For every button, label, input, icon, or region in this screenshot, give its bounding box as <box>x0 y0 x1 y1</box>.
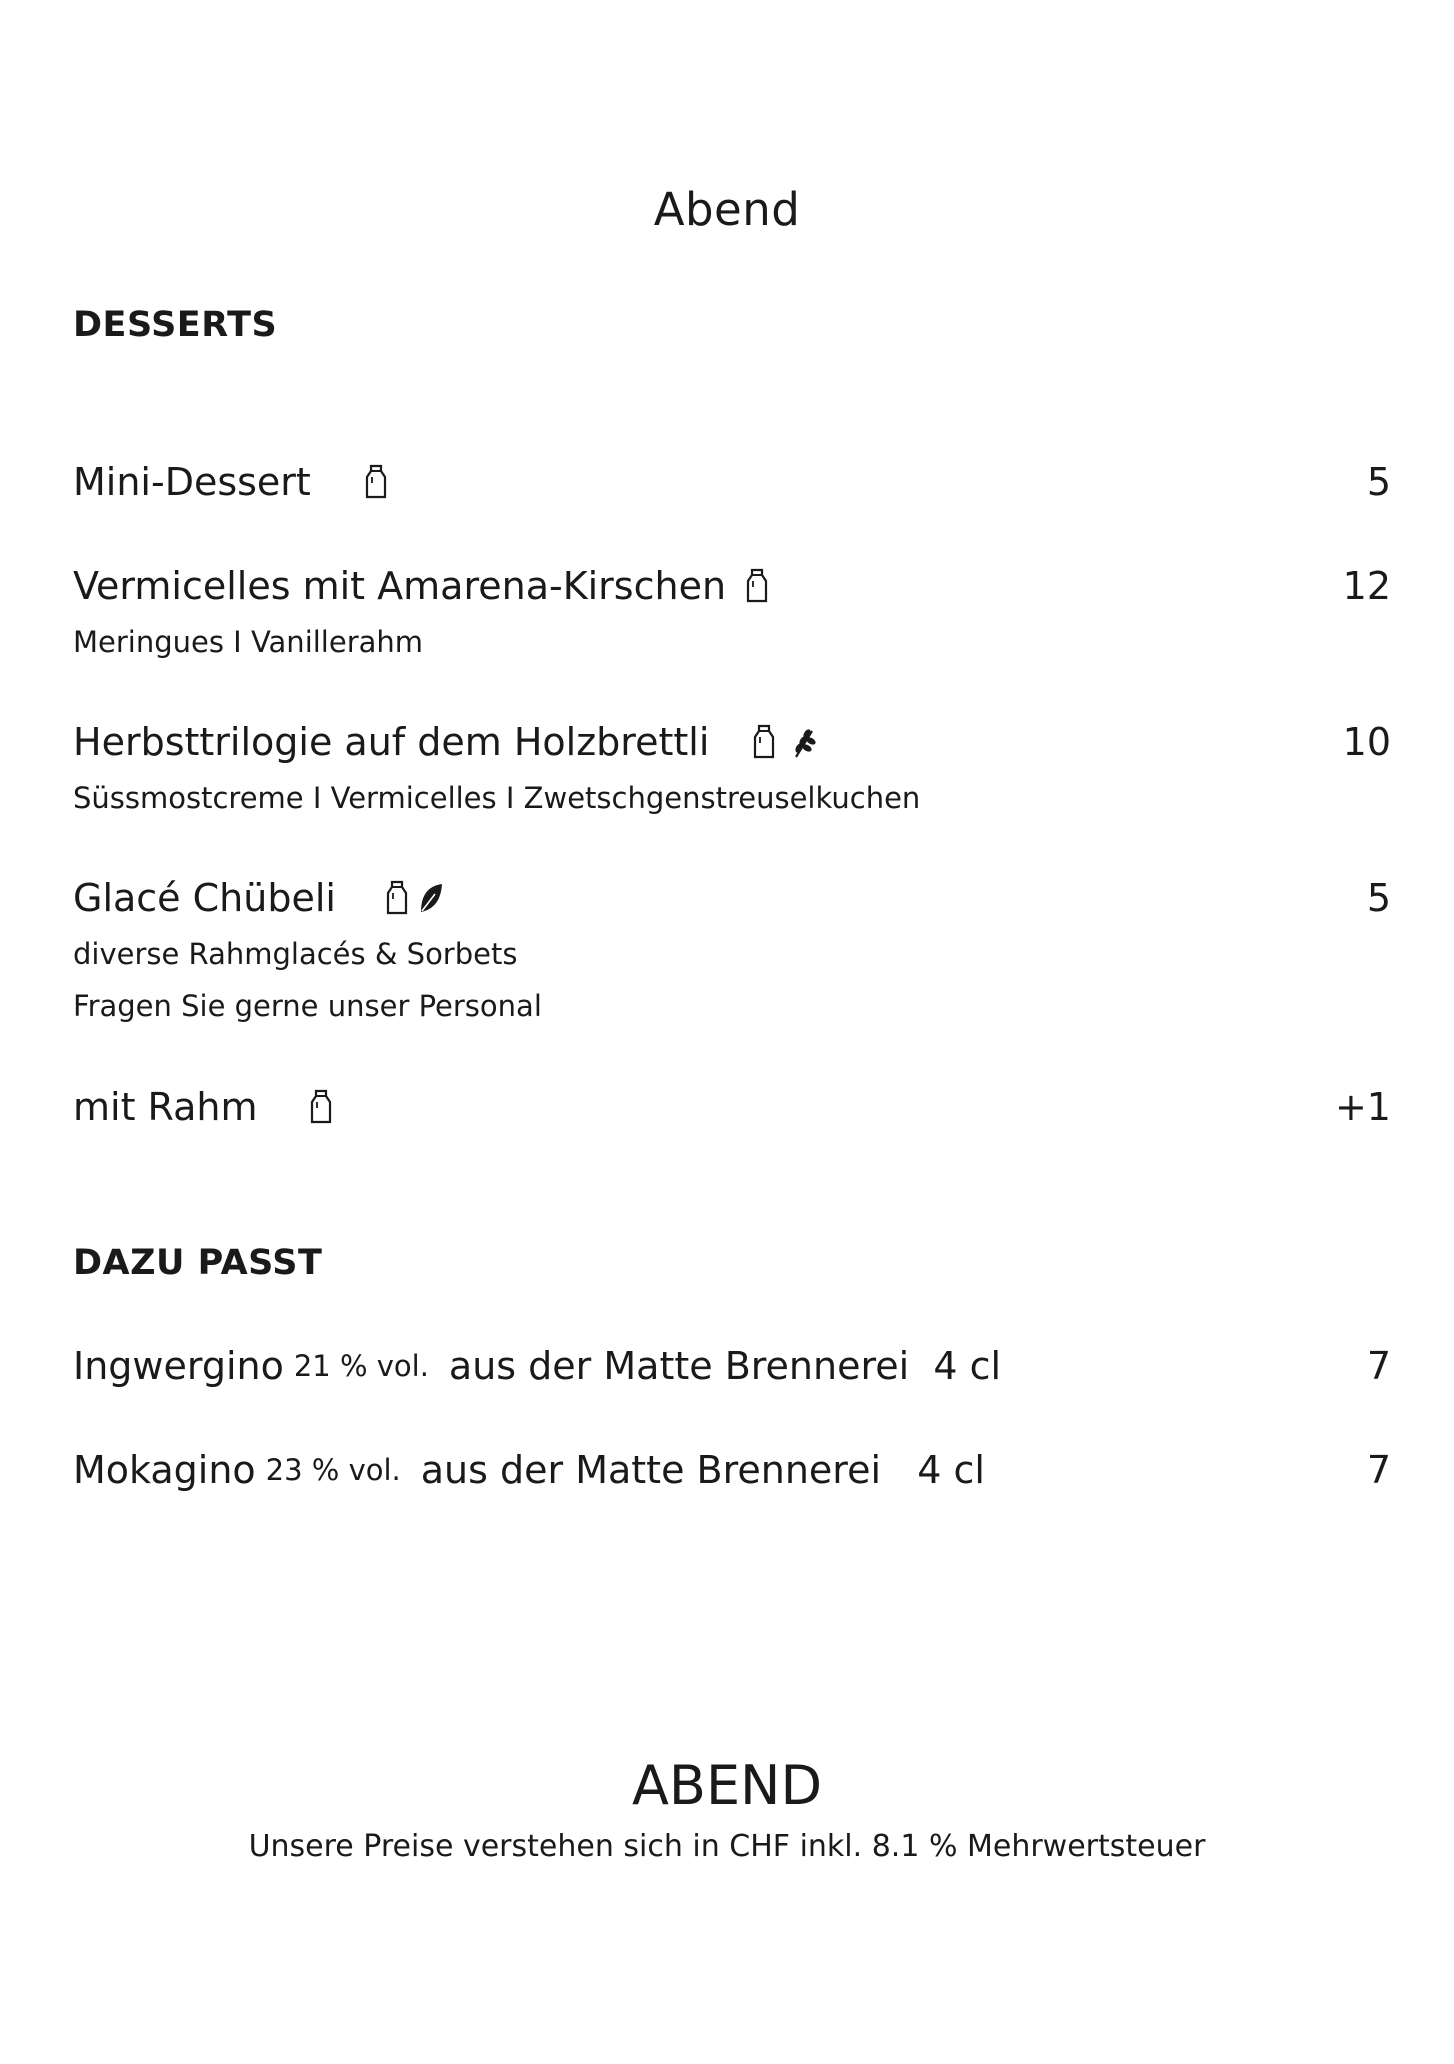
item-description: Fragen Sie gerne unser Personal <box>73 989 542 1023</box>
milk-bottle-icon <box>749 722 779 762</box>
item-description: Meringues I Vanillerahm <box>73 625 424 659</box>
menu-item <box>73 712 1391 824</box>
page-title: Abend <box>653 183 801 236</box>
menu-item <box>73 452 1391 512</box>
milk-bottle-icon <box>382 878 412 918</box>
item-description: Süssmostcreme I Vermicelles I Zwetschgenstreuselkuchen <box>73 781 921 815</box>
drink-price: 7 <box>1366 1344 1391 1388</box>
item-description: diverse Rahmglacés & Sorbets <box>73 937 518 971</box>
drink-origin: aus der Matte Brennerei 4 cl <box>420 1448 985 1492</box>
milk-bottle-icon <box>742 566 772 606</box>
drink-price: 7 <box>1366 1448 1391 1492</box>
leaf-icon <box>416 878 446 918</box>
section-heading-drinks: DAZU PASST <box>73 1243 323 1283</box>
milk-bottle-icon <box>361 462 391 502</box>
milk-bottle-icon <box>306 1087 336 1127</box>
footer-note: Unsere Preise verstehen sich in CHF inkl. 8.1 % Mehrwertsteuer <box>248 1829 1206 1864</box>
item-name: Mini-Dessert <box>73 460 311 504</box>
section-heading-desserts: DESSERTS <box>73 305 278 345</box>
drink-origin: aus der Matte Brennerei 4 cl <box>448 1344 1002 1388</box>
drink-vol: 21 % vol. <box>293 1349 429 1383</box>
menu-item <box>73 1077 1391 1137</box>
drink-name: Mokagino <box>73 1448 256 1492</box>
item-name: mit Rahm <box>73 1085 258 1129</box>
item-price: +1 <box>1334 1085 1391 1129</box>
item-price: 5 <box>1366 460 1391 504</box>
item-price: 5 <box>1366 876 1391 920</box>
wheat-icon <box>789 722 819 762</box>
item-name: Glacé Chübeli <box>73 876 336 920</box>
item-price: 10 <box>1342 720 1391 764</box>
drink-item <box>73 1440 1391 1500</box>
drink-item <box>73 1336 1391 1396</box>
item-name: Vermicelles mit Amarena-Kirschen <box>73 564 727 608</box>
menu-item <box>73 556 1391 668</box>
menu-item <box>73 868 1391 1032</box>
item-name: Herbsttrilogie auf dem Holzbrettli <box>73 720 710 764</box>
drink-name: Ingwergino <box>73 1344 284 1388</box>
footer-title: ABEND <box>631 1754 823 1817</box>
drink-vol: 23 % vol. <box>265 1453 401 1487</box>
item-price: 12 <box>1342 564 1391 608</box>
